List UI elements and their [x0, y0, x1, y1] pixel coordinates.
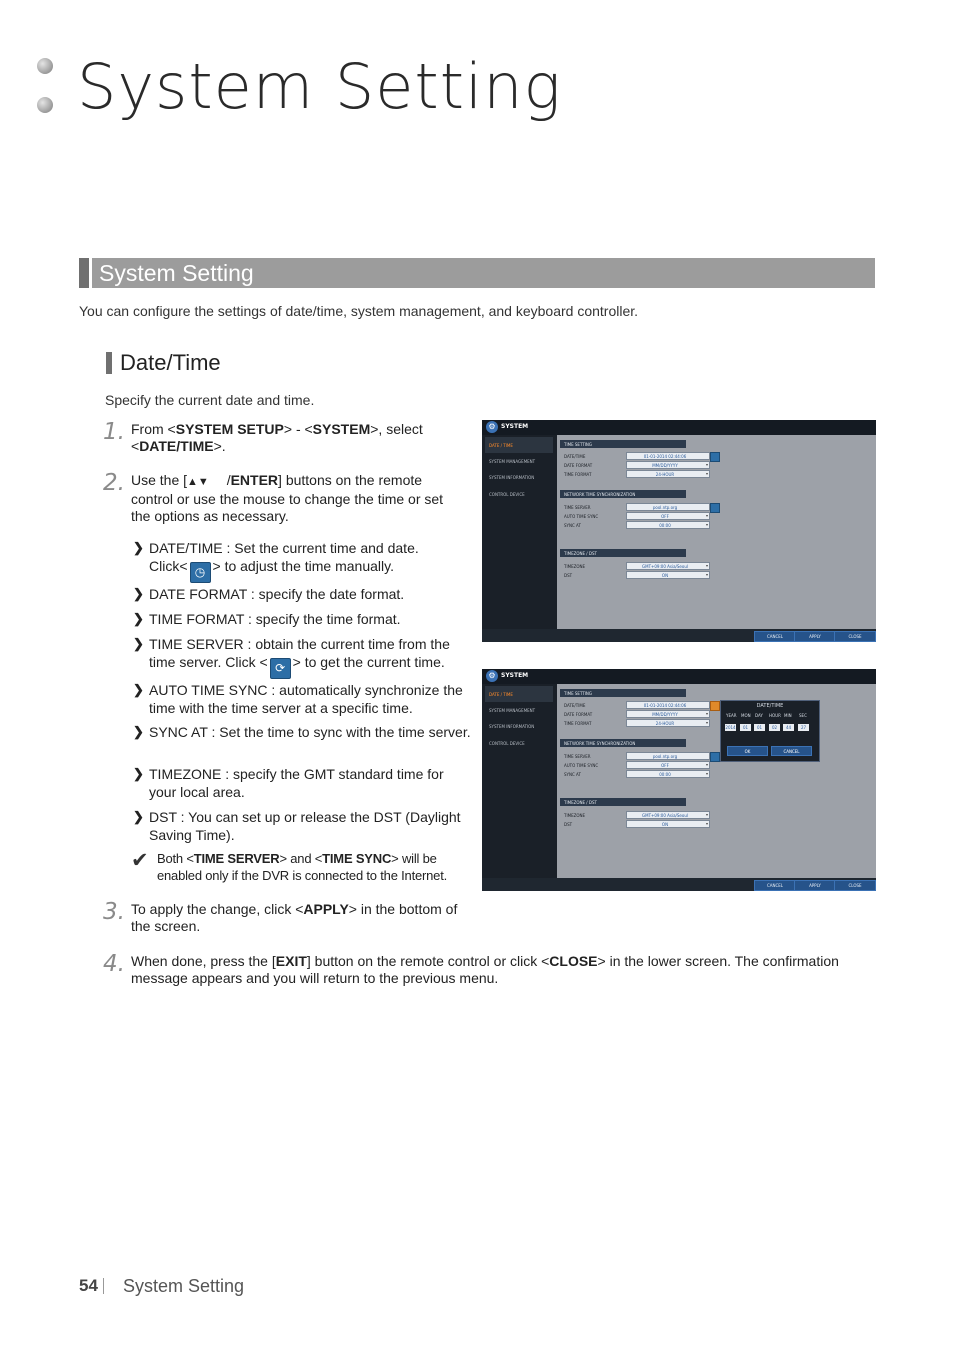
- step-2-text: Use the [▲▼ /ENTER] buttons on the remote control or use the mouse to change the time or set the options as necessary.: [131, 472, 444, 524]
- cancel-button[interactable]: CANCEL: [771, 746, 812, 756]
- time-format-select[interactable]: 24-HOUR ▾: [626, 470, 710, 478]
- refresh-icon[interactable]: [710, 503, 720, 513]
- date-format-select[interactable]: MM/DD/YYYY ▾: [626, 710, 710, 718]
- cancel-button[interactable]: CANCEL: [754, 880, 796, 891]
- section-intro: You can configure the settings of date/time, system management, and keyboard controller.: [79, 303, 639, 319]
- arrow-keys-icon: ▲▼: [187, 476, 209, 488]
- clock-settings-icon: ◷: [190, 562, 211, 583]
- cancel-button[interactable]: CANCEL: [754, 631, 796, 642]
- system-menu: [482, 435, 557, 642]
- auto-time-sync-select[interactable]: OFF ▾: [626, 512, 710, 520]
- menu-item-system-information[interactable]: SYSTEM INFORMATION: [489, 724, 535, 729]
- section-title: System Setting: [99, 260, 254, 286]
- timezone-select[interactable]: GMT+09:00 Asia/Seoul ▾: [626, 811, 710, 819]
- menu-item-date-time[interactable]: DATE / TIME: [489, 692, 513, 697]
- refresh-icon: ⟳: [270, 658, 291, 679]
- subsection-intro: Specify the current date and time.: [105, 392, 315, 408]
- close-button[interactable]: CLOSE: [834, 880, 876, 891]
- date-time-popup: DATE/TIME YEAR MON DAY HOUR MIN SEC 2014 01 01 02 44 27 OK CANCEL: [720, 700, 820, 762]
- step-3-text: To apply the change, click <APPLY> in the bottom of the screen.: [131, 901, 458, 934]
- step-number: 3.: [103, 899, 125, 925]
- date-format-select[interactable]: MM/DD/YYYY ▾: [626, 461, 710, 469]
- menu-item-system-management[interactable]: SYSTEM MANAGEMENT: [489, 708, 536, 713]
- day-field[interactable]: 01: [754, 724, 765, 731]
- header-bullet-icon: [37, 97, 53, 113]
- menu-item-control-device[interactable]: CONTROL DEVICE: [489, 492, 525, 497]
- time-format-select[interactable]: 24-HOUR ▾: [626, 719, 710, 727]
- step-1-text: From <SYSTEM SETUP> - <SYSTEM>, select <DATE/TIME>.: [131, 421, 423, 454]
- close-button[interactable]: CLOSE: [834, 631, 876, 642]
- auto-time-sync-select[interactable]: OFF ▾: [626, 761, 710, 769]
- subsection-title: Date/Time: [120, 350, 221, 375]
- sync-at-select[interactable]: 00:00 ▾: [626, 770, 710, 778]
- dst-select[interactable]: ON ▾: [626, 820, 710, 828]
- clock-settings-icon[interactable]: [710, 701, 720, 711]
- clock-settings-icon[interactable]: [710, 452, 720, 462]
- dvr-screenshot-date-time-popup: ⚙ SYSTEM DATE / TIME SYSTEM MANAGEMENT SYSTEM INFORMATION CONTROL DEVICE TIME SETTING DATE/TIME 01-01-2014 02:44:06 DATE FORMAT MM/DD/YYYY ▾ TIME FORMAT 24-HOUR ▾ NETWORK TIME SYNCHRONIZATION TIME SERVER pool.ntp.org AUTO TIME SYNC OFF ▾ SYNC AT 00:00 ▾ TIMEZONE / DST TIMEZONE GMT+09:00 Asia/Seoul ▾ DST ON ▾ DATE/TIME YEAR MON DAY HOUR MIN SEC 2014 01 01 02 44 27 OK CANCEL CANCEL APPLY CLOSE: [482, 669, 876, 891]
- dvr-screenshot-date-time: ⚙ SYSTEM DATE / TIME SYSTEM MANAGEMENT SYSTEM INFORMATION CONTROL DEVICE TIME SETTING DATE/TIME 01-01-2014 02:44:06 DATE FORMAT MM/DD/YYYY ▾ TIME FORMAT 24-HOUR ▾ NETWORK TIME SYNCHRONIZATION TIME SERVER pool.ntp.org AUTO TIME SYNC OFF ▾ SYNC AT 00:00 ▾ TIMEZONE / DST TIMEZONE GMT+09:00 Asia/Seoul ▾ DST ON ▾ CANCEL APPLY CLOSE: [482, 420, 876, 642]
- step-number: 2.: [103, 470, 125, 496]
- apply-button[interactable]: APPLY: [794, 880, 836, 891]
- step-4-text: When done, press the [EXIT] button on the remote control or click <CLOSE> in the lower screen. The confirmation message appears and you will return to the previous menu.: [131, 953, 839, 986]
- menu-item-control-device[interactable]: CONTROL DEVICE: [489, 741, 525, 746]
- year-field[interactable]: 2014: [725, 725, 736, 730]
- sync-at-select[interactable]: 00:00 ▾: [626, 521, 710, 529]
- time-server-field[interactable]: pool.ntp.org: [626, 503, 710, 511]
- checkmark-icon: ✔: [131, 849, 149, 872]
- hour-field[interactable]: 02: [769, 724, 780, 731]
- timezone-select[interactable]: GMT+09:00 Asia/Seoul ▾: [626, 562, 710, 570]
- dst-select[interactable]: ON ▾: [626, 571, 710, 579]
- time-server-field[interactable]: pool.ntp.org: [626, 752, 710, 760]
- gear-icon: ⚙: [486, 670, 498, 682]
- menu-item-system-information[interactable]: SYSTEM INFORMATION: [489, 475, 535, 480]
- page-number: 54: [79, 1276, 98, 1295]
- chapter-title: System Setting: [77, 50, 562, 123]
- gear-icon: ⚙: [486, 421, 498, 433]
- step-number: 4.: [103, 951, 125, 977]
- subsection-marker: [106, 352, 112, 374]
- header-bullet-icon: [37, 58, 53, 74]
- footer-section-title: System Setting: [123, 1276, 245, 1296]
- datetime-field[interactable]: 01-01-2014 02:44:06: [626, 452, 710, 460]
- datetime-field[interactable]: 01-01-2014 02:44:06: [626, 701, 710, 709]
- footer-divider: [103, 1278, 104, 1294]
- minute-field[interactable]: 44: [783, 724, 794, 731]
- refresh-icon[interactable]: [710, 752, 720, 762]
- menu-item-system-management[interactable]: SYSTEM MANAGEMENT: [489, 459, 536, 464]
- month-field[interactable]: 01: [740, 724, 751, 731]
- second-field[interactable]: 27: [798, 724, 809, 731]
- system-menu: [482, 684, 557, 891]
- ok-button[interactable]: OK: [727, 746, 768, 756]
- menu-item-date-time[interactable]: DATE / TIME: [489, 443, 513, 448]
- section-heading-bar: [79, 258, 875, 288]
- apply-button[interactable]: APPLY: [794, 631, 836, 642]
- step-number: 1.: [103, 419, 125, 445]
